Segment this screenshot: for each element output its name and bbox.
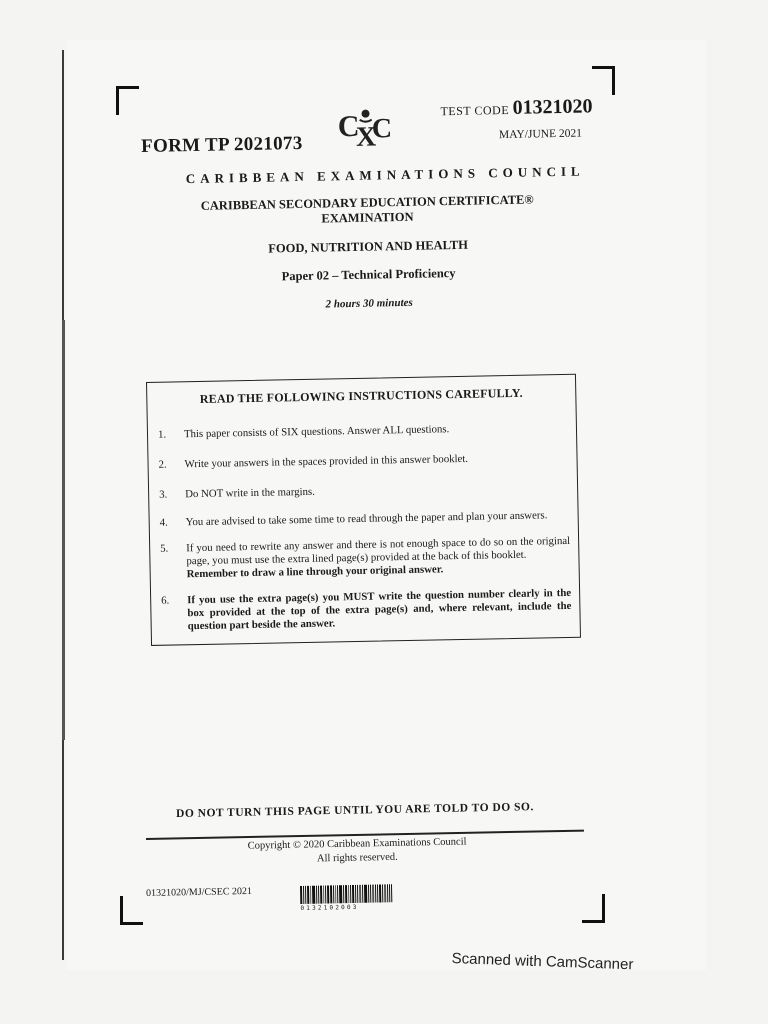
crop-mark-top-left xyxy=(116,86,139,115)
barcode-stripe xyxy=(345,885,347,903)
exam-header xyxy=(140,79,595,328)
do-not-turn-warning: DO NOT TURN THIS PAGE UNTIL YOU ARE TOLD TO DO SO. xyxy=(176,801,534,820)
scanner-watermark: Scanned with CamScanner xyxy=(451,950,634,974)
certificate-title xyxy=(142,191,592,230)
barcode-stripe xyxy=(307,886,309,904)
cxc-logo-icon xyxy=(335,105,396,154)
test-code-number: 01321020 xyxy=(512,95,593,119)
subject-title: FOOD, NUTRITION AND HEALTH xyxy=(268,237,468,256)
instruction-text xyxy=(186,535,571,581)
paper-code: 01321020/MJ/CSEC 2021 xyxy=(146,885,253,899)
barcode-stripe xyxy=(359,885,361,903)
certificate-line-2: EXAMINATION xyxy=(321,209,414,226)
instruction-text-bold: Remember to draw a line through your original answer. xyxy=(186,563,444,581)
instruction-number: 4. xyxy=(159,516,168,529)
instruction-item xyxy=(157,421,568,441)
instruction-item xyxy=(158,451,568,471)
paper-title: Paper 02 – Technical Proficiency xyxy=(281,265,456,284)
copyright-line-1: Copyright © 2020 Caribbean Examinations Council xyxy=(247,836,467,852)
crop-mark-top-right xyxy=(592,66,615,95)
barcode-stripe xyxy=(379,884,381,902)
council-name: CARIBBEAN EXAMINATIONS COUNCIL xyxy=(185,163,585,187)
exam-date: MAY/JUNE 2021 xyxy=(498,127,583,142)
page-edge-shadow xyxy=(62,50,64,320)
certificate-line-1: CARIBBEAN SECONDARY EDUCATION CERTIFICATE® xyxy=(200,192,534,213)
instructions-box xyxy=(146,374,581,646)
instruction-text: If you use the extra page(s) you MUST write the question number clearly in the box provided at the top of the extra page(s) and, where relevant, include the question part beside the answer. xyxy=(187,586,572,633)
barcode-stripe xyxy=(330,885,332,903)
instruction-number: 3. xyxy=(159,488,168,501)
instruction-text: You are advised to take some time to read through the paper and plan your answers. xyxy=(185,509,548,529)
instruction-number: 5. xyxy=(160,542,169,555)
barcode-stripe xyxy=(364,885,367,903)
instruction-number: 1. xyxy=(157,428,167,441)
barcode-stripe xyxy=(327,885,329,903)
logo-letter-c: C xyxy=(337,109,360,144)
logo-letter-c2: C xyxy=(371,113,393,145)
barcode-stripe xyxy=(320,886,322,904)
instructions-title: READ THE FOLLOWING INSTRUCTIONS CAREFULLY. xyxy=(199,385,523,406)
instruction-item xyxy=(160,534,571,581)
page-edge-shadow xyxy=(62,320,65,740)
barcode-stripe xyxy=(312,886,315,904)
barcode-bars-icon xyxy=(300,884,412,904)
copyright-notice xyxy=(232,835,482,868)
barcode-stripe xyxy=(339,885,342,903)
page-edge-shadow xyxy=(62,740,64,960)
instruction-number: 2. xyxy=(158,458,167,471)
crop-mark-bottom-left xyxy=(120,896,143,925)
form-code: FORM TP 2021073 xyxy=(140,132,303,157)
barcode xyxy=(300,884,412,912)
barcode-stripe xyxy=(384,884,386,902)
barcode-stripe xyxy=(352,885,354,903)
copyright-line-2: All rights reserved. xyxy=(316,851,398,865)
instruction-text-regular: If you need to rewrite any answer and there is not enough space to do so on the original page, you must use the extra lined page(s) provided at the back of this booklet. xyxy=(186,534,571,568)
barcode-number: 0132102003 xyxy=(300,903,359,912)
crop-mark-bottom-right xyxy=(582,894,605,923)
test-code xyxy=(440,95,593,121)
instruction-text: This paper consists of SIX questions. Answer ALL questions. xyxy=(183,423,450,441)
instruction-number: 6. xyxy=(161,594,170,607)
barcode-stripe xyxy=(372,885,374,903)
barcode-stripe xyxy=(391,884,392,902)
instruction-item xyxy=(159,481,569,501)
instruction-text: Write your answers in the spaces provided in this answer booklet. xyxy=(184,452,469,471)
logo-letter-x: X xyxy=(355,121,377,153)
test-code-label: TEST CODE xyxy=(440,102,510,119)
barcode-stripe xyxy=(300,886,302,904)
instruction-item xyxy=(161,586,572,633)
instruction-text: Do NOT write in the margins. xyxy=(185,485,316,501)
instruction-item xyxy=(159,509,570,529)
exam-duration: 2 hours 30 minutes xyxy=(325,296,413,311)
